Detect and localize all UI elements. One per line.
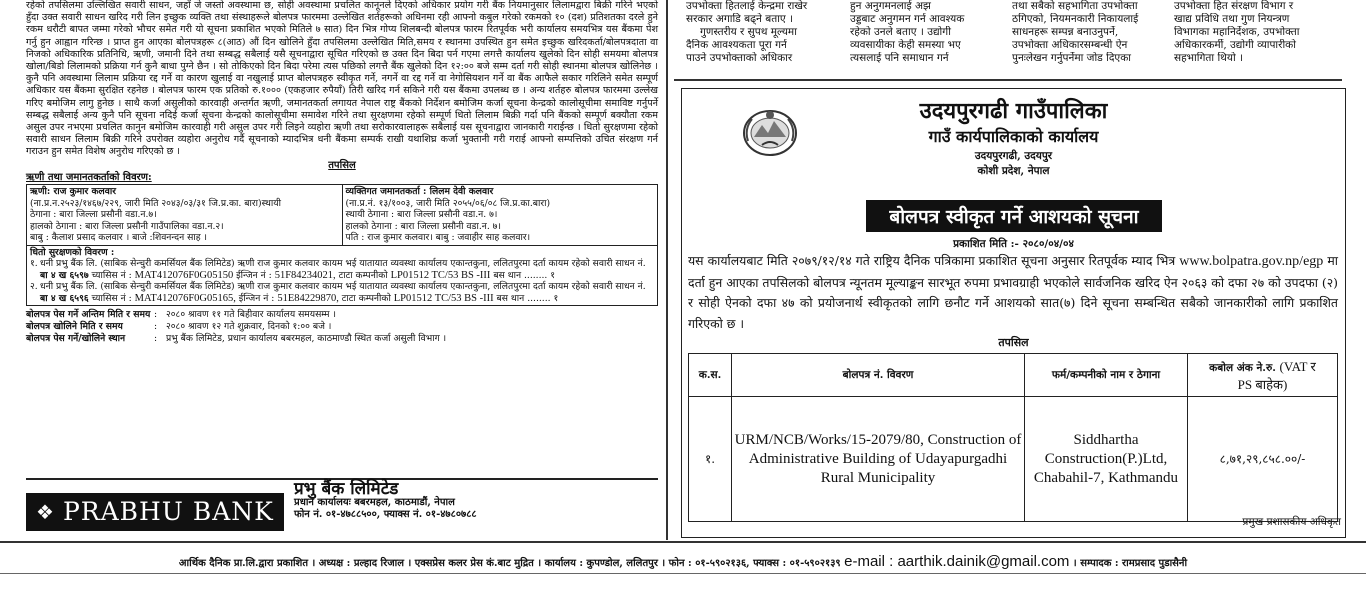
cell-firm: Siddhartha Construction(P.)Ltd, Chabahil-7, Kathmandu [1025, 397, 1188, 522]
bid-row: बोलपत्र पेस गर्ने/खोलिने स्थान : प्रभु बैंक लिमिटेड, प्रधान कार्यालय बबरमहल, काठमाण्डौ स्थित कर्जा असुली विभाग । [26, 332, 447, 344]
imprint-details: आर्थिक दैनिक प्रा.लि.द्वारा प्रकाशित । अध्यक्ष : प्रल्हाद रिजाल । एक्सप्रेस कलर प्रेस कं.बाट मुद्रित । कार्यालय : कुपण्डोल, ललितपुर । फोन : ०१-५९०२१३६, फ्याक्स : ०१-५९०२१३९ [178, 558, 841, 569]
collateral-item [30, 281, 654, 304]
bid-row: बोलपत्र पेस गर्ने अन्तिम मिति र समय : २०८० श्रावण ११ गते बिहीवार कार्यालय समयसम्म । [26, 309, 336, 321]
vehicle-count: बस थान ........ १ [493, 269, 556, 281]
engine-no: 51E84229870, [277, 292, 339, 304]
vehicle-reg: बा ४ ख ६५९७ [40, 269, 89, 281]
office-province: कोशी प्रदेश, नेपाल [977, 165, 1050, 177]
col-header: बोलपत्र नं. विवरण [732, 354, 1025, 397]
borrower-line: (ना.प्र.न.२५२३/१४६७/२२९, जारी मिति २०४३/०३/३१ जि.प्र.का. बारा)स्थायी [30, 197, 281, 209]
chassis-label: च्यासिस नं : [91, 292, 132, 304]
municipality-name: उदयपुरगढी गाउँपालिका [919, 98, 1108, 124]
cell-amount: ८,७१,२९,८५८.००/- [1188, 397, 1338, 522]
article-column [850, 0, 1004, 65]
bid-value: २०८० श्रावण ११ गते बिहीवार कार्यालय समयसम्म । [166, 309, 336, 321]
collateral-desc: धनी प्रभु बैंक लि. (साबिक सेन्चुरी कमर्सियल बैंक लिमिटेड) ऋणी राज कुमार कलवार कायम भई यातायात व्यवस्था कार्यालय एकान्तकुना, ललितपुरमा दर्ता कायम रहेको सवारी साधन नं. [40, 281, 646, 293]
tapsil-heading: तपसिल [998, 336, 1029, 349]
notice-text-part: मा दर्ता हुन आएका तपसिलको बोलपत्र न्यूनतम मूल्याङ्कन सारभूत रुपमा प्रभावग्राही भएकोले सार्वजनिक खरिद ऐन २०६३ को दफा २७ को उपदफा (२) र सोही ऐनको दफा ४७ को प्रयोजनार्थ स्वीकृतको लागि छनौट गर्ने आशयको सात(७) दिने सूचना सम्बन्धित सबैको जानकारीको लागि प्रकाशित गरिएको छ । [688, 253, 1338, 331]
article-line: ठगिएको, नियमनकारी निकायलाई [1012, 13, 1139, 25]
article-line: व्यवसायीका केही समस्या भए [850, 39, 961, 51]
model-no: LP01512 TC/53 BS -III [390, 269, 491, 281]
article-line: हुन अनुगमनलाई अझ [850, 0, 931, 12]
signature-title: प्रमुख प्रशासकीय अधिकृत [1242, 516, 1341, 528]
model-no: LP01512 TC/53 BS -III [393, 292, 494, 304]
notice-banner: बोलपत्र स्वीकृत गर्ने आशयको सूचना [866, 200, 1162, 232]
cell-sn: १. [689, 397, 732, 522]
notice-body [26, 0, 658, 159]
section-rule [674, 79, 1342, 81]
guarantor-cell [342, 185, 658, 246]
article-column [1012, 0, 1166, 65]
collateral-text [40, 281, 654, 304]
news-article [686, 0, 1338, 80]
amount-header-text: कबोल अंक ने.रु. [1209, 362, 1276, 374]
guarantor-line: (ना.प्र.नं. १३/१००३, जारी मिति २०५५/०६/०८ जि.प्र.का.बारा) [345, 197, 551, 209]
collateral-text [40, 258, 654, 281]
borrower-title: ऋणी: राज कुमार कलवार [30, 186, 117, 198]
collateral-item [30, 258, 654, 281]
footer-rule [0, 573, 1366, 574]
imprint-editor: । सम्पादक : रामप्रसाद पुडासैनी [1072, 558, 1188, 569]
bid-key: बोलपत्र खोलिने मिति र समय [26, 320, 123, 332]
borrower-line: बाबु : कैलाश प्रसाद कलवार । बाजे :शिवनन्दन साह । [30, 232, 208, 244]
newspaper-imprint [0, 541, 1366, 573]
collateral-num: २. [30, 281, 38, 293]
col-header: क.स. [689, 354, 732, 397]
article-line: सरकार अगाडि बढ्ने बताए । [686, 13, 794, 25]
borrower-line: हालको ठेगाना : बारा जिल्ला प्रसौनी गाउँपालिका वडा.न.२। [30, 220, 224, 232]
bid-acceptance-notice [681, 88, 1346, 538]
bid-table [688, 353, 1338, 522]
article-line: उपभोक्ता हितलाई केन्द्रमा राखेर [686, 0, 808, 12]
bid-value: २०८० श्रावण १२ गते शुक्रवार, दिनको १:०० बजे । [166, 320, 332, 332]
article-line: तथा सबैको सहभागिता उपभोक्ता [1012, 0, 1138, 12]
vehicle-count: बस थान ........ १ [496, 292, 559, 304]
borrower-cell [27, 185, 343, 246]
chassis-no: MAT412076F0G05150 [134, 269, 234, 281]
vehicle-reg: बा ४ ख ६५९६ [40, 292, 89, 304]
article-line: उपभोक्ता हित संरक्षण विभाग र [1174, 0, 1294, 12]
auction-notice [26, 0, 658, 538]
notice-paragraph: रहेको तपसिलमा उल्लिखित सवारी साधन, जहाँ जे जस्तो अवस्थामा छ, सोही अवस्थामा प्रचलित कानूनले दिएको अधिकार प्रयोग गरी बैंक नियमानुसार लिलामद्वारा बिक्री गरिने भएको हुँदा उक्त सवारी साधन खरिद गरी लिन इच्छुक व्यक्ति तथा संस्थाहरूले बोलपत्र फारममा उल्लेखित शर्तहरूको अधिनमा रही आफ्नो कबुल गरेको रकमको १० (दश) प्रतिशतका दरले हुने रकम धरौटी बापत जम्मा गरेको भौचर समेत गरी यो सूचना प्रकाशित भएको मितिले ७ सात) दिन भित्र गोप्य शिलबन्दी बोलपत्र फारम रितपूर्वक भरी कार्यालय समयभित्र यस बैंकमा पेश गर्नु हुन आह्वान गरिन्छ । प्राप्त हुन आएका बोलपत्रहरू ८(आठ) औं दिन खोलिने हुँदा तपसिलमा उल्लेखित मिति,समय र स्थानमा उपस्थित हुन समेत इच्छुक खरिदकर्ता/बोलपत्रदाता वा निजको अधिकारिक प्रतिनिधि, ऋणी, जमानी दिने तथा सम्बद्ध सबैलाई यसै सूचनाद्वारा सूचित गरिएको छ उक्त दिन बिदा पर्न गएमा लगत्तै कार्यालय खुलेको दिन सोही समयमा बोलपत्र खोला/बिडो लिलामको प्रक्रिया गर्न कुनै बाधा पुग्ने छैन । सो तोकिएको दिन बिदा परेमा त्यस पछिको लगत्तै बैंक खुलेको दिन १२:०० बजे सम्म दर्ता गरी सोही स्थानमा बोलपत्र खोलिनेछ । कुनै पनि अवस्थामा लिलाम प्रक्रिया रद्द गर्ने वा कारण खुलाई वा नखुलाई प्राप्त बोलपत्रहरु स्वीकृत गर्ने, नगर्ने वा रद्द गर्ने वा नेगोसियशन गर्ने वा बैंक आफैले सकार गरिलिने समेत सम्पूर्ण अधिकार यस बैंकमा सुरक्षित रहनेछ । बोलपत्र फारम एक प्रतिको रु.१००० (एकहजार रुपैयाँ) तिरी खरिद गर्न सकिने गरी यस बैंकमा उपलब्ध छ । अन्य शर्तहरु बोलपत्र फारममा उल्लेख गरिए बमोजिम लागु हुनेछ । साथै कर्जा असुलीको कारवाही अन्तर्गत ऋणी, जमानतकर्ता लगायत नेपाल राष्ट्र बैंकको निर्देशन बमोजिम कर्जा सूचना केन्द्रको कालोसूचीमा समाविष्ट गर्नुपर्ने सम्बद्ध सबैलाई अन्य कुनै पनि सूचना नदिई कर्जा सूचना केन्द्रको कालोसूचीमा समावेश गरिने तथा सुरक्षणमा रहेको सम्पूर्ण धितो लिलाम बिक्री गर्दा पनि बैंकको सम्पूर्ण बक्यौता रकम असुल उपर नभएमा प्रचलित कानुन बमोजिम कारवाही गरी असुल उपर गरी लिइने व्यहोरा ऋणी तथा सरोकारवालाहरू सबैलाई यस सूचनाद्वारा जानकारी गराईन्छ । धितो सुरक्षणमा रहेको सवारी साधन लिलाम बिक्री गरिने उपरोक्त व्यहोरा अनुरोध गर्दै सूचनाको म्यादभित्र धनी बैंकमा सम्पर्क राखी यथाशिघ्र कर्जा भुक्तानी गरी गराई आफ्नो सम्पत्तिको उचित संरक्षण गर्न गराउन हुन समेत विशेष अनुरोध गरिएको छ । [26, 0, 658, 158]
chassis-label: च्यासिस नं : [91, 269, 132, 281]
guarantor-line: पति : राज कुमार कलवार। बाबु : जवाहीर साह कलवार। [345, 232, 531, 244]
bid-key: बोलपत्र पेस गर्ने/खोलिने स्थान [26, 332, 126, 344]
collateral-box [26, 246, 658, 307]
borrower-line: ठेगाना : बारा जिल्ला प्रसौनी वडा.न.७। [30, 209, 157, 221]
article-line: साधनहरू सम्पन्न बनाउनुपर्ने, [1012, 26, 1119, 38]
borrower-section-heading: ऋणी तथा जमानतकर्ताको विवरण: [26, 171, 152, 183]
engine-label: ईन्जिन नं : [236, 269, 272, 281]
imprint-text [0, 553, 1366, 570]
tapsil-heading: तपसिल [328, 159, 356, 171]
article-line: पुनःलेखन गर्नुपर्नेमा जोड दिएका [1012, 52, 1132, 64]
collateral-num: १. [30, 258, 38, 270]
maker-label: टाटा कम्पनीको [341, 292, 391, 304]
prabhu-logo-mark-icon: ❖ [36, 499, 55, 524]
article-line: त्यसलाई पनि समाधान गर्न [850, 52, 949, 64]
article-column [1174, 0, 1328, 65]
column-divider [666, 0, 668, 540]
chassis-no: MAT412076F0G05165, [134, 292, 236, 304]
prabhu-bank-logo [26, 493, 284, 531]
prabhu-bank-footer [26, 478, 658, 540]
prabhu-logo-text: PRABHU BANK [62, 496, 274, 526]
office-location: उदयपुरगढी, उदयपुर [974, 150, 1053, 162]
article-line: अधिकारकर्मी, उद्योगी व्यापारीको [1174, 39, 1296, 51]
article-line: पाउने उपभोक्ताको अधिकार [686, 52, 793, 64]
table-header-row [689, 354, 1338, 397]
prabhu-bank-contact [294, 479, 477, 522]
imprint-email: e-mail : aarthik.dainik@gmail.com [844, 553, 1070, 570]
borrower-table [26, 184, 658, 246]
article-line: विभागका महानिर्देशक, उपभोक्ता [1174, 26, 1300, 38]
bolpatra-url: www.bolpatra.gov.np/egp [1179, 254, 1324, 269]
published-date: प्रकाशित मिति :- २०८०/०४/०४ [953, 238, 1074, 250]
article-line: रहेको उनले बताए । उद्योगी [850, 26, 951, 38]
guarantor-title: व्यक्तिगत जमानतकर्ता : लिलम देवी कलवार [345, 186, 494, 198]
cell-desc: URM/NCB/Works/15-2079/80, Construction of Administrative Building of Udayapurgadhi Rural Municipality [732, 397, 1025, 522]
bid-key: बोलपत्र पेस गर्ने अन्तिम मिति र समय [26, 309, 151, 321]
maker-label: टाटा कम्पनीको [338, 269, 388, 281]
bank-address: प्रधान कार्यालयः बबरमहल, काठमाडौं, नेपाल [294, 497, 455, 509]
amount-header-text: PS बाहेक) [1237, 377, 1288, 392]
col-header: फर्म/कम्पनीको नाम र ठेगाना [1025, 354, 1188, 397]
article-line: दैनिक आवश्यकता पूरा गर्न [686, 39, 787, 51]
notice-text-part: यस कार्यालयबाट मिति २०७९/१२/१४ गते राष्ट्रिय दैनिक पत्रिकामा प्रकाशित सूचना अनुसार रितपूर्वक म्याद भित्र [688, 253, 1176, 268]
collateral-title: धितो सुरक्षणको विवरण : [30, 246, 115, 258]
article-line: सहभागिता थियो । [1174, 52, 1244, 64]
article-column [686, 0, 840, 65]
engine-label: ईन्जिन नं : [238, 292, 275, 304]
engine-no: 51F84234021, [274, 269, 336, 281]
collateral-desc: धनी प्रभु बैंक लि. (साबिक सेन्चुरी कमर्सियल बैंक लिमिटेड) ऋणी राज कुमार कलवार कायम भई यातायात व्यवस्था कार्यालय एकान्तकुना, ललितपुरमा दर्ता कायम रहेको सवारी साधन नं. [40, 258, 646, 270]
bank-name: प्रभु बैंक लिमिटेड [294, 479, 399, 499]
guarantor-line: स्थायी ठेगाना : बारा जिल्ला प्रसौनी वडा.न. ७। [345, 209, 498, 221]
bank-phone: फोन नं. ०१-४७८८५००, फ्याक्स नं. ०१-४७८०७८८ [294, 509, 477, 521]
guarantor-line: हालको ठेगाना : बारा जिल्ला प्रसौनी वडा.न. ७। [345, 220, 501, 232]
bid-value: प्रभु बैंक लिमिटेड, प्रधान कार्यालय बबरमहल, काठमाण्डौ स्थित कर्जा असुली विभाग । [166, 332, 447, 344]
notice-body-text [688, 251, 1338, 334]
bid-schedule [26, 309, 658, 344]
col-header-amount [1188, 354, 1338, 397]
article-line: उपभोक्ता अधिकारसम्बन्धी ऐन [1012, 39, 1128, 51]
table-row [689, 397, 1338, 522]
bid-row: बोलपत्र खोलिने मिति र समय : २०८० श्रावण १२ गते शुक्रवार, दिनको १:०० बजे । [26, 320, 332, 332]
article-line: उड्डबाट अनुगमन गर्न आवश्यक [850, 13, 965, 25]
amount-header-text: (VAT र [1279, 359, 1316, 374]
article-line: खाद्य प्रविधि तथा गुण नियन्त्रण [1174, 13, 1290, 25]
office-name: गाउँ कार्यपालिकाको कार्यालय [928, 127, 1099, 146]
article-line: गुणस्तरीय र सुपथ मूल्यमा [700, 26, 797, 38]
